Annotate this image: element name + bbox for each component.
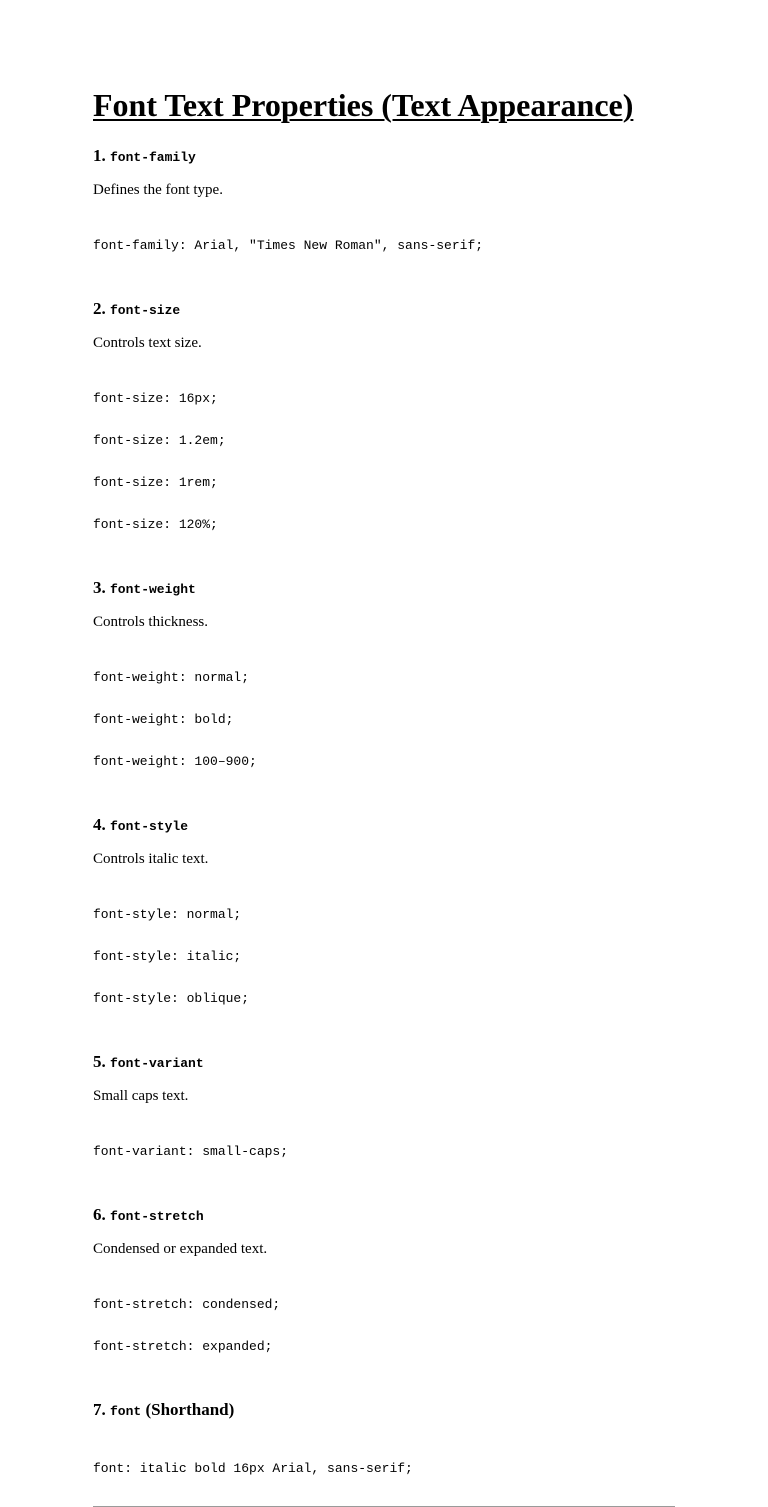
property-name: font-variant xyxy=(110,1056,204,1071)
page-title: Font Text Properties (Text Appearance) xyxy=(93,87,634,123)
section-suffix: (Shorthand) xyxy=(145,1400,235,1419)
section-font-variant xyxy=(93,1052,675,1187)
section-heading xyxy=(93,146,675,168)
code-block xyxy=(93,1270,675,1382)
property-name: font xyxy=(110,1404,142,1419)
code-line: font-variant: small-caps; xyxy=(93,1144,289,1159)
section-number: 1. xyxy=(93,146,106,165)
code-line: font-size: 1.2em; xyxy=(93,433,226,448)
code-line: font-style: oblique; xyxy=(93,991,250,1006)
property-name: font-family xyxy=(110,150,196,165)
section-number: 2. xyxy=(93,299,106,318)
section-description: Controls thickness. xyxy=(93,614,208,630)
code-block xyxy=(93,211,675,281)
section-description: Condensed or expanded text. xyxy=(93,1241,268,1257)
section-font-shorthand xyxy=(93,1400,675,1507)
document-page xyxy=(93,84,675,1507)
property-name: font-weight xyxy=(110,582,196,597)
code-line: font: italic bold 16px Arial, sans-serif; xyxy=(93,1461,413,1476)
section-heading xyxy=(93,815,675,837)
section-font-weight xyxy=(93,578,675,797)
section-description: Controls text size. xyxy=(93,335,202,351)
section-heading xyxy=(93,578,675,600)
section-heading xyxy=(93,1400,675,1422)
section-number: 5. xyxy=(93,1052,106,1071)
section-description: Small caps text. xyxy=(93,1088,189,1104)
section-description: Defines the font type. xyxy=(93,182,223,198)
code-line: font-weight: bold; xyxy=(93,712,234,727)
code-line: font-stretch: expanded; xyxy=(93,1339,273,1354)
section-description: Controls italic text. xyxy=(93,851,209,867)
code-block xyxy=(93,1117,675,1187)
section-heading xyxy=(93,299,675,321)
code-line: font-weight: normal; xyxy=(93,670,250,685)
code-block xyxy=(93,643,675,797)
code-line: font-stretch: condensed; xyxy=(93,1297,281,1312)
section-number: 3. xyxy=(93,578,106,597)
code-line: font-style: italic; xyxy=(93,949,242,964)
section-font-stretch xyxy=(93,1205,675,1382)
section-font-size xyxy=(93,299,675,560)
section-number: 7. xyxy=(93,1400,106,1419)
section-heading xyxy=(93,1205,675,1227)
section-font-family xyxy=(93,146,675,281)
code-block xyxy=(93,364,675,560)
property-name: font-style xyxy=(110,819,189,834)
section-number: 6. xyxy=(93,1205,106,1224)
section-heading xyxy=(93,1052,675,1074)
code-block xyxy=(93,880,675,1034)
code-line: font-size: 120%; xyxy=(93,517,218,532)
section-number: 4. xyxy=(93,815,106,834)
code-line: font-style: normal; xyxy=(93,907,242,922)
code-line: font-size: 16px; xyxy=(93,391,218,406)
section-font-style xyxy=(93,815,675,1034)
code-block xyxy=(93,1434,675,1504)
property-name: font-stretch xyxy=(110,1209,204,1224)
code-line: font-weight: 100–900; xyxy=(93,754,257,769)
property-name: font-size xyxy=(110,303,181,318)
code-line: font-size: 1rem; xyxy=(93,475,218,490)
code-line: font-family: Arial, "Times New Roman", sans-serif; xyxy=(93,238,484,253)
